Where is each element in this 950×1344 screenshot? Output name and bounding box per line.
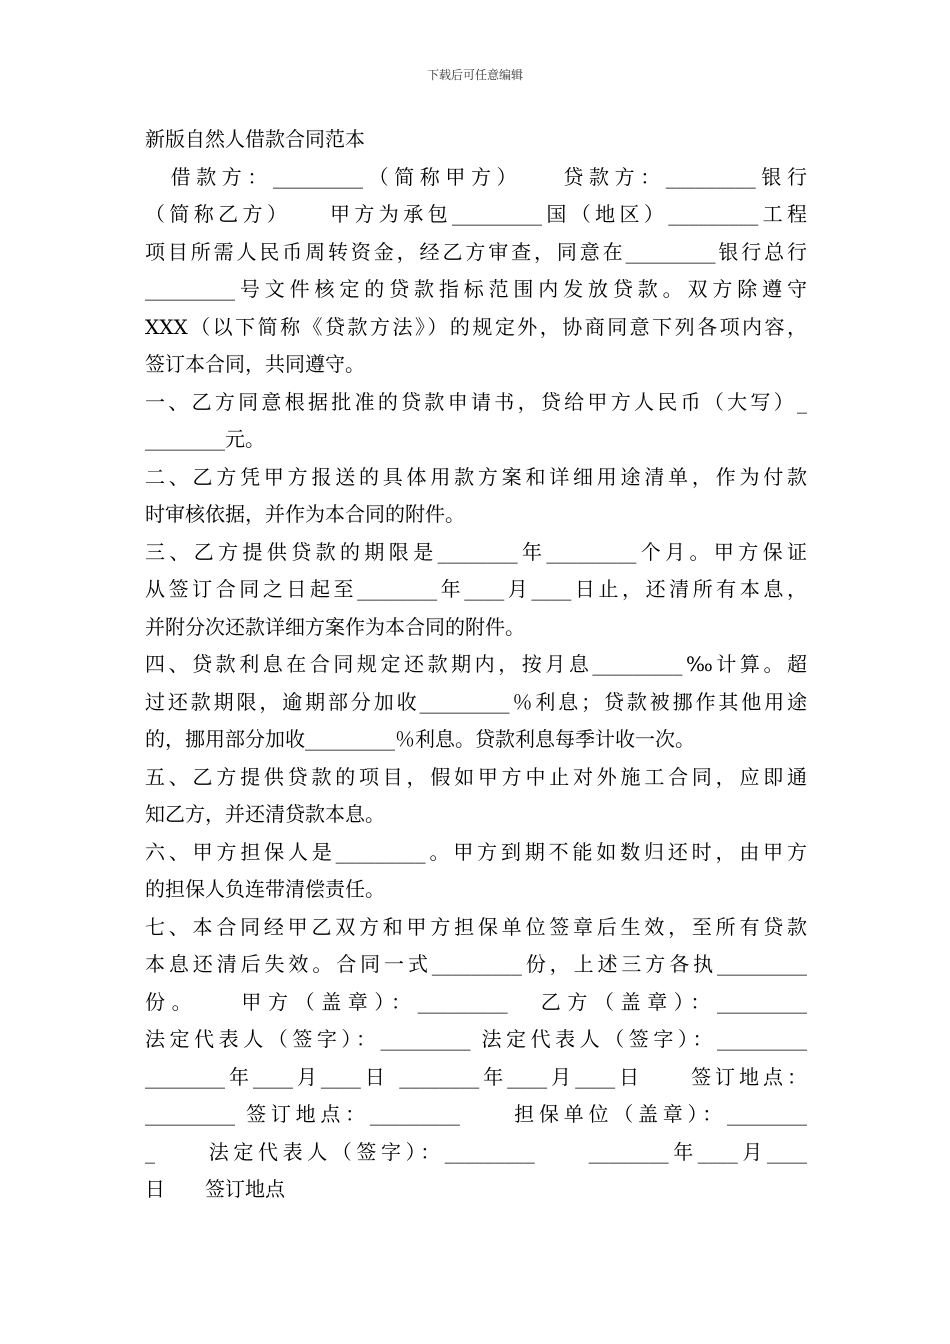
text-line: 一、乙方同意根据批准的贷款申请书，贷给甲方人民币（大写）_ (145, 389, 807, 414)
text-line: 六、甲方担保人是_________。甲方到期不能如数归还时，由甲方 (145, 839, 807, 864)
text-line: 二、乙方凭甲方报送的具体用款方案和详细用途清单，作为付款 (145, 464, 807, 489)
document-body (145, 121, 807, 1209)
text-line: 的担保人负连带清偿责任。 (145, 877, 385, 901)
text-line: 五、乙方提供贷款的项目，假如甲方中止对外施工合同，应即通 (145, 764, 807, 789)
text-line: 日 签订地点 (145, 1177, 285, 1201)
text-line: _________ 签订地点：_________ 担保单位（盖章）：________ (145, 1102, 807, 1126)
text-line: 七、本合同经甲乙双方和甲方担保单位签章后生效，至所有贷款 (145, 914, 807, 939)
text-line: ________元。 (145, 427, 265, 451)
document-title: 新版自然人借款合同范本 (145, 127, 365, 151)
text-line: 过还款期限，逾期部分加收_________％利息；贷款被挪作其他用途 (145, 689, 807, 714)
text-line: 从签订合同之日起至________年____月____日止，还清所有本息， (145, 577, 807, 601)
text-line: 知乙方，并还清贷款本息。 (145, 802, 385, 826)
text-line: （简称乙方） 甲方为承包_________国（地区）_________工程 (145, 202, 807, 226)
text-line: 法定代表人（签字）：_________ 法定代表人（签字）：_________ (145, 1027, 807, 1051)
text-line: 的，挪用部分加收_________％利息。贷款利息每季计收一次。 (145, 727, 695, 751)
page-header: 下载后可任意编辑 (426, 68, 523, 82)
text-line: 签订本合同，共同遵守。 (145, 352, 365, 376)
text-line: 本息还清后失效。合同一式_________份，上述三方各执_________ (145, 952, 807, 976)
text-line: 时审核依据，并作为本合同的附件。 (145, 502, 465, 526)
text-line: 借款方：_________（简称甲方） 贷款方：_________银行 (145, 164, 807, 189)
text-line: 三、乙方提供贷款的期限是________年_________个月。甲方保证 (145, 539, 807, 564)
text-line: 项目所需人民币周转资金，经乙方审查，同意在_________银行总行 (145, 239, 807, 264)
text-line: _ 法定代表人（签字）：_________ ________年____月____ (145, 1139, 807, 1164)
text-line: 四、贷款利息在合同规定还款期内，按月息_________‰计算。超 (145, 652, 807, 676)
text-line: ________年____月____日 ________年____月____日 签订地点： (145, 1064, 807, 1089)
text-line: _________号文件核定的贷款指标范围内发放贷款。双方除遵守 (145, 277, 807, 301)
text-line: 并附分次还款详细方案作为本合同的附件。 (145, 614, 525, 639)
text-line: 份。 甲方（盖章）：_________ 乙方（盖章）：_________ (145, 989, 807, 1014)
text-line: XXX（以下简称《贷款方法》）的规定外，协商同意下列各项内容， (145, 314, 807, 339)
